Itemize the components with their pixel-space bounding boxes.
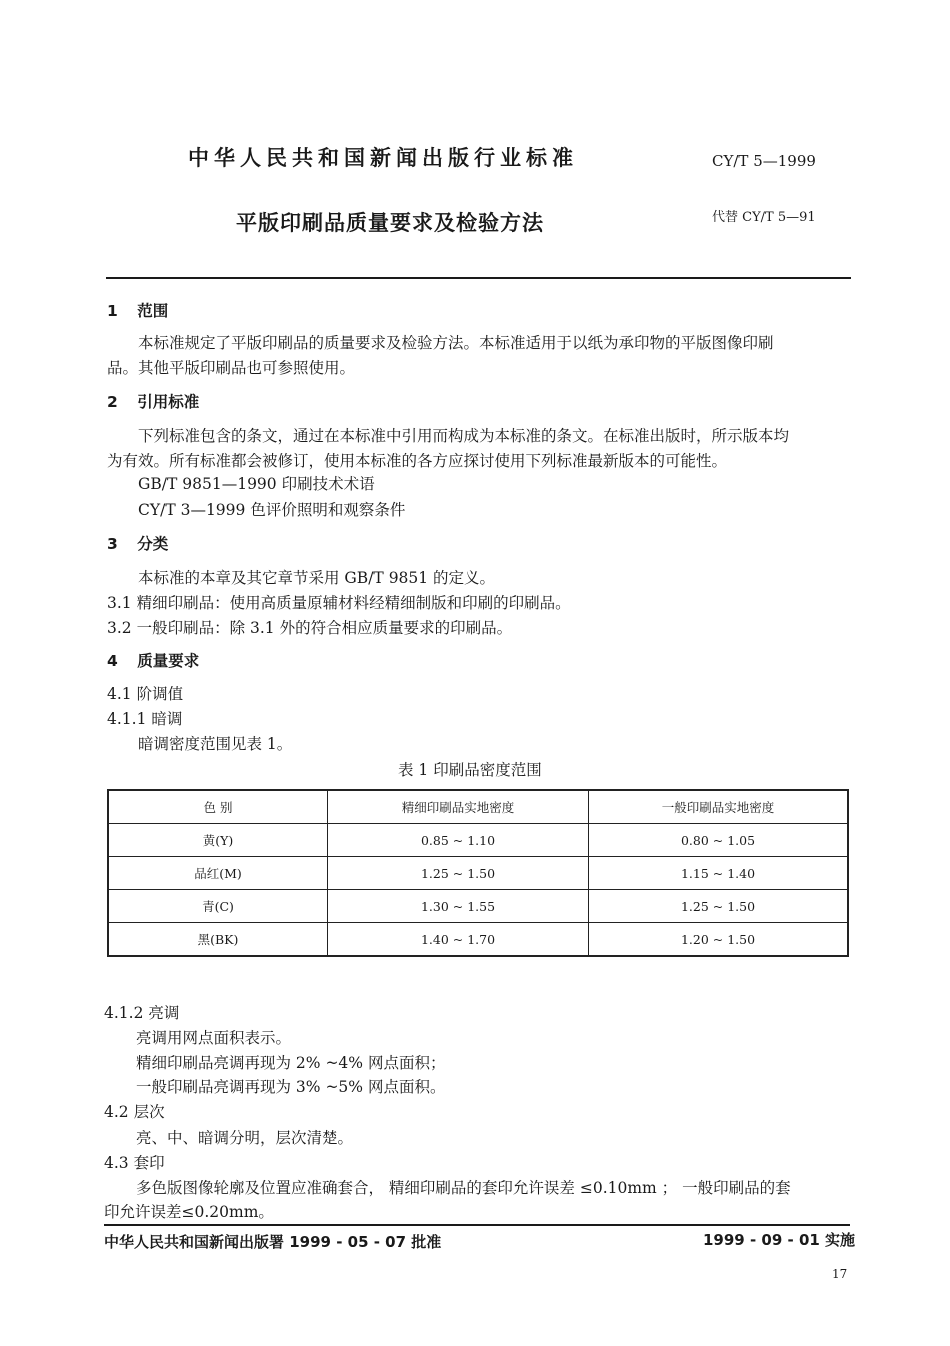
table-cell: 1.30 ~ 1.55 (328, 890, 589, 923)
approval-line: 中华人民共和国新闻出版署 1999 - 05 - 07 批准 (104, 1233, 442, 1251)
document-title: 平版印刷品质量要求及检验方法 (236, 211, 544, 235)
table-cell: 1.15 ~ 1.40 (589, 857, 849, 890)
table-cell: 0.80 ~ 1.05 (589, 824, 849, 857)
reference-cy-3: CY/T 3—1999 色评价照明和观察条件 (138, 501, 406, 519)
table-caption: 表 1 印刷品密度范围 (398, 761, 542, 779)
section-title: 质量要求 (137, 652, 200, 670)
clause-4-1-2-line2: 精细印刷品亮调再现为 2% ~4% 网点面积； (136, 1054, 446, 1072)
clause-3-1: 3.1 精细印刷品：使用高质量原辅材料经精细制版和印刷的印刷品。 (107, 594, 571, 612)
footer-divider (104, 1224, 850, 1226)
clause-4-1-2-line3: 一般印刷品亮调再现为 3% ~5% 网点面积。 (136, 1078, 446, 1096)
table-header-cell: 一般印刷品实地密度 (589, 790, 849, 824)
clause-3-2: 3.2 一般印刷品：除 3.1 外的符合相应质量要求的印刷品。 (107, 619, 513, 637)
clause-4-3-para-line2: 印允许误差≤0.20mm。 (104, 1203, 274, 1221)
clause-4-1-2-line1: 亮调用网点面积表示。 (136, 1029, 292, 1047)
table-cell: 品红(M) (108, 857, 328, 890)
table-cell: 黄(Y) (108, 824, 328, 857)
section-1-heading (107, 298, 168, 324)
standard-number: CY/T 5—1999 (712, 152, 816, 170)
header-divider (106, 277, 851, 279)
table-header-row (108, 790, 848, 824)
section-number: 2 (107, 393, 118, 411)
section-number: 1 (107, 302, 118, 320)
section-title: 分类 (137, 535, 169, 553)
table-cell: 0.85 ~ 1.10 (328, 824, 589, 857)
table-cell: 1.25 ~ 1.50 (328, 857, 589, 890)
clause-4-2: 4.2 层次 (104, 1103, 165, 1121)
table-row (108, 890, 848, 923)
table-cell: 青(C) (108, 890, 328, 923)
section-2-para-line1: 下列标准包含的条文，通过在本标准中引用而构成为本标准的条文。在标准出版时，所示版本均 (138, 427, 790, 445)
replaces-note: 代替 CY/T 5—91 (712, 210, 816, 225)
section-3-para: 本标准的本章及其它章节采用 GB/T 9851 的定义。 (138, 569, 496, 587)
reference-gb-9851: GB/T 9851—1990 印刷技术术语 (138, 475, 375, 493)
section-number: 3 (107, 535, 118, 553)
clause-4-2-text: 亮、中、暗调分明，层次清楚。 (136, 1129, 354, 1147)
section-1-para-line1: 本标准规定了平版印刷品的质量要求及检验方法。本标准适用于以纸为承印物的平版图像印刷 (138, 334, 774, 352)
clause-4-3: 4.3 套印 (104, 1154, 165, 1172)
table-cell: 黑(BK) (108, 923, 328, 957)
table-row (108, 857, 848, 890)
table-cell: 1.25 ~ 1.50 (589, 890, 849, 923)
org-title: 中华人民共和国新闻出版行业标准 (188, 146, 578, 170)
clause-4-1-1-text: 暗调密度范围见表 1。 (138, 735, 293, 753)
section-title: 引用标准 (137, 393, 200, 411)
section-2-para-line2: 为有效。所有标准都会被修订，使用本标准的各方应探讨使用下列标准最新版本的可能性。 (107, 452, 728, 470)
section-title: 范围 (137, 302, 169, 320)
table-row (108, 923, 848, 957)
page-number: 17 (832, 1267, 848, 1281)
section-number: 4 (107, 652, 118, 670)
table-header-cell: 色 别 (108, 790, 328, 824)
clause-4-1: 4.1 阶调值 (107, 685, 184, 703)
section-2-heading (107, 389, 199, 415)
table-cell: 1.20 ~ 1.50 (589, 923, 849, 957)
section-4-heading (107, 648, 199, 674)
density-table (107, 789, 849, 957)
section-3-heading (107, 531, 168, 557)
clause-4-3-para-line1: 多色版图像轮廓及位置应准确套合， 精细印刷品的套印允许误差 ≤0.10mm ； 一般印刷品的套 (136, 1179, 791, 1197)
clause-4-1-1: 4.1.1 暗调 (107, 710, 183, 728)
effective-date: 1999 - 09 - 01 实施 (703, 1231, 856, 1249)
table-cell: 1.40 ~ 1.70 (328, 923, 589, 957)
table-row (108, 824, 848, 857)
section-1-para-line2: 品。其他平版印刷品也可参照使用。 (107, 359, 356, 377)
clause-4-1-2: 4.1.2 亮调 (104, 1004, 180, 1022)
table-header-cell: 精细印刷品实地密度 (328, 790, 589, 824)
